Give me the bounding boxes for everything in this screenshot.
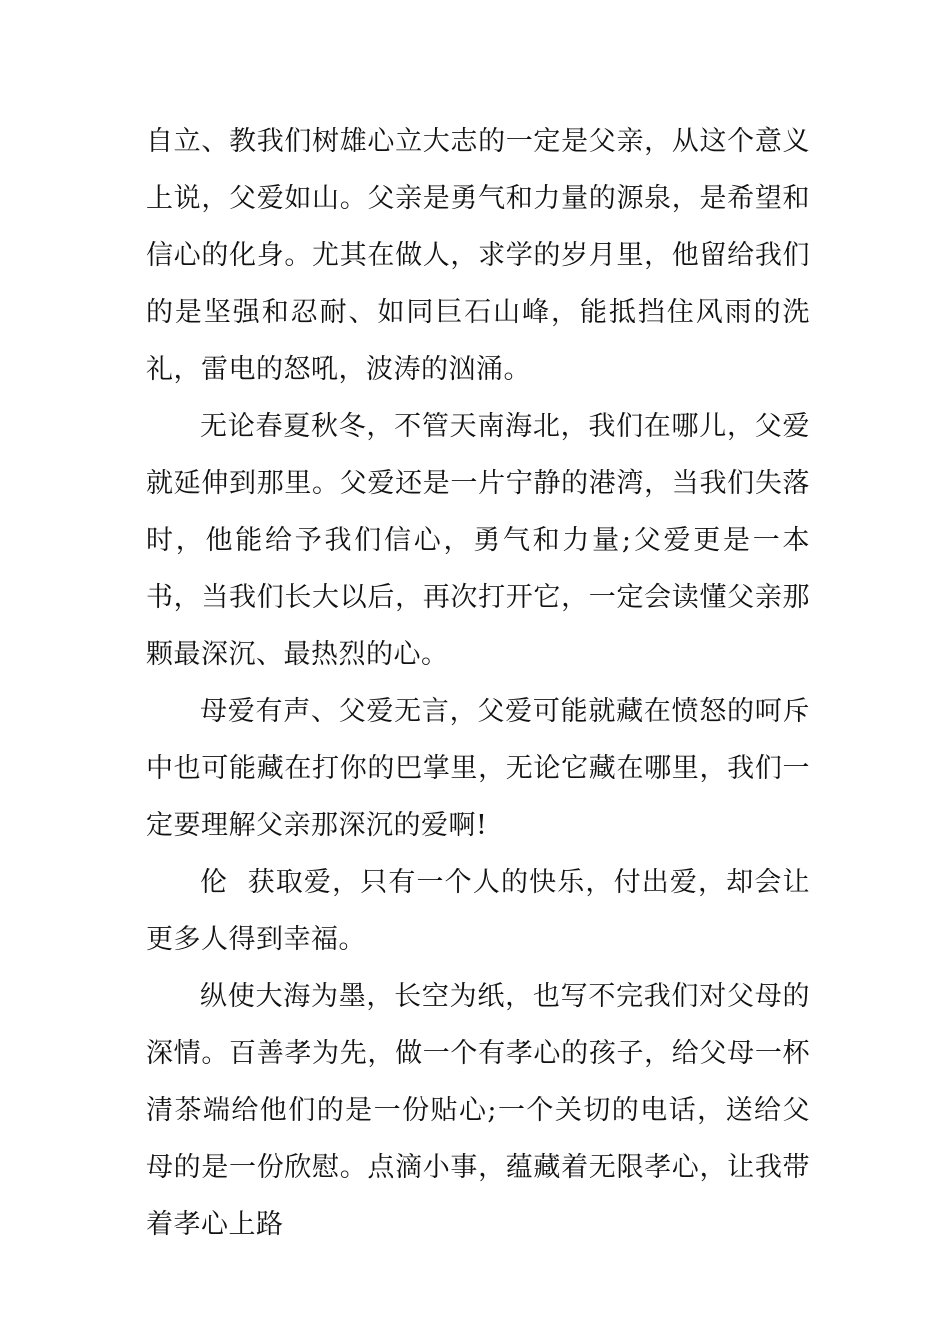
paragraph: 母爱有声、父爱无言，父爱可能就藏在愤怒的呵斥中也可能藏在打你的巴掌里，无论它藏在哪里，我们一定要理解父亲那深沉的爱啊! (146, 696, 810, 841)
paragraph-continued: 自立、教我们树雄心立大志的一定是父亲，从这个意义上说，父爱如山。父亲是勇气和力量的源泉，是希望和信心的化身。尤其在做人，求学的岁月里，他留给我们的是坚强和忍耐、如同巨石山峰，能抵挡住风雨的洗礼，雷电的怒吼，波涛的汹涌。 (146, 126, 810, 385)
paragraph: 纵使大海为墨，长空为纸，也写不完我们对父母的深情。百善孝为先，做一个有孝心的孩子，给父母一杯清茶端给他们的是一份贴心;一个关切的电话，送给父母的是一份欣慰。点滴小事，蕴藏着无限孝心，让我带着孝心上路 (146, 981, 810, 1240)
document-body (146, 113, 810, 1253)
paragraph: 伦 获取爱，只有一个人的快乐，付出爱，却会让更多人得到幸福。 (146, 867, 810, 955)
paragraph: 无论春夏秋冬，不管天南海北，我们在哪儿，父爱就延伸到那里。父爱还是一片宁静的港湾，当我们失落时，他能给予我们信心，勇气和力量;父爱更是一本书，当我们长大以后，再次打开它，一定会读懂父亲那颗最深沉、最热烈的心。 (146, 411, 810, 670)
